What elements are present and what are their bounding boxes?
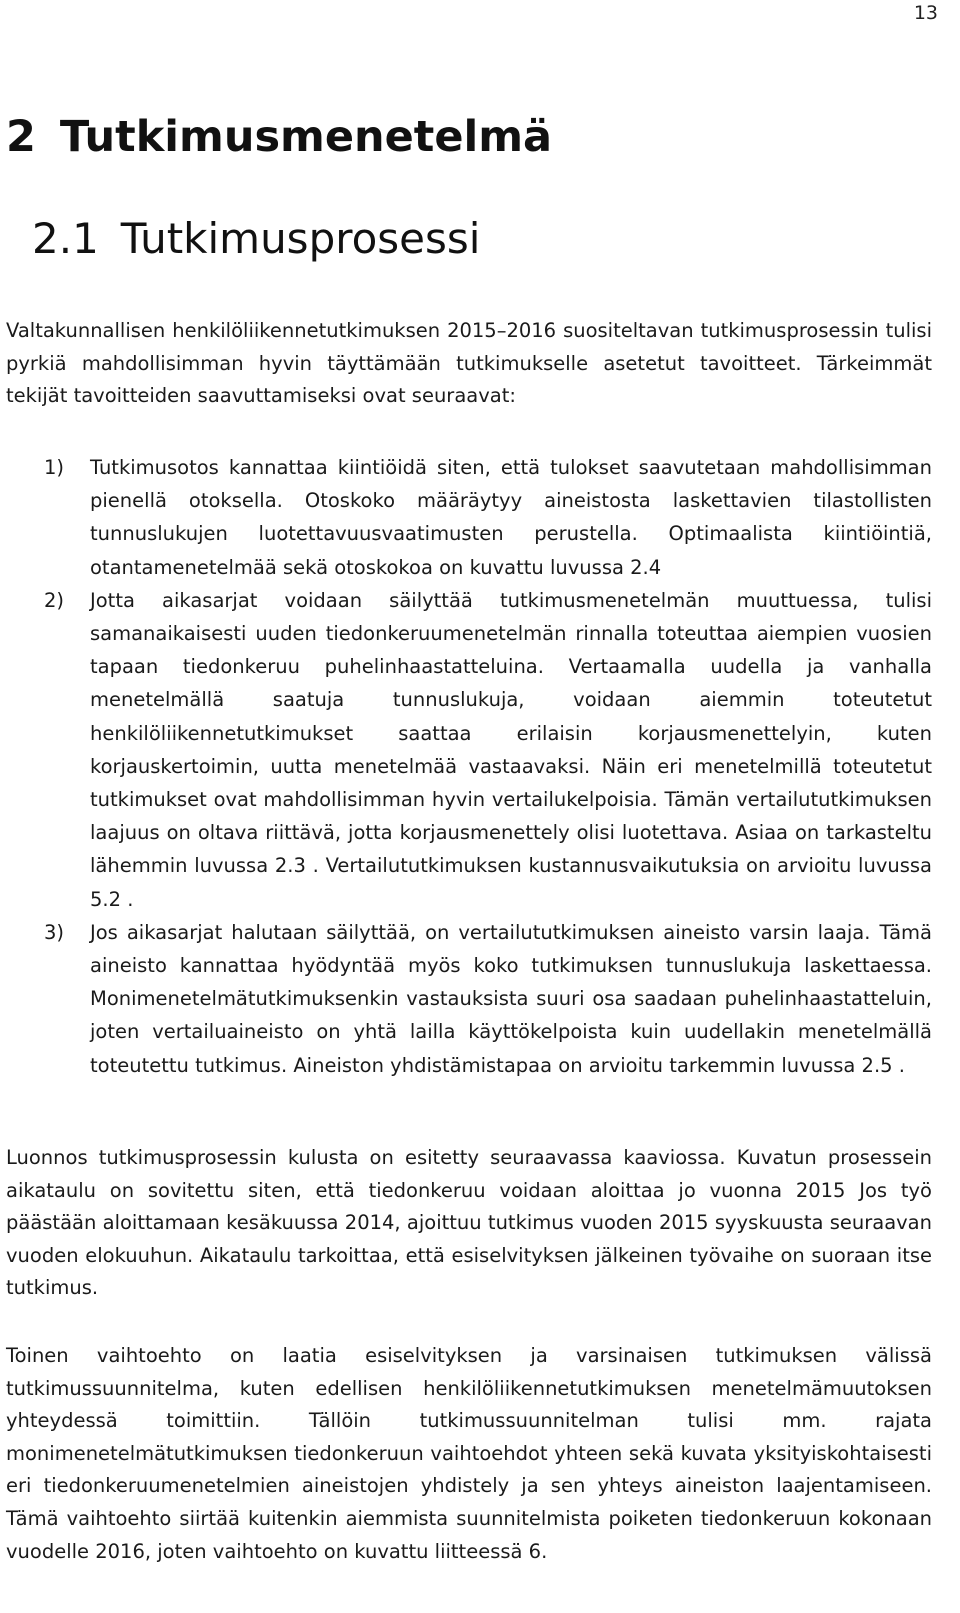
list-marker: 2): [44, 588, 65, 612]
list-marker: 1): [44, 456, 65, 479]
list-item-text: Tutkimusotos kannattaa kiintiöidä siten, että tulokset saavutetaan mahdollisimman pienellä otoksella. Otoskoko määräytyy aineistosta laskettavien tilastollisten tunnuslukujen luotettavuusvaatimusten perustella. Optimaalista kiintiöintiä, otantamenetelmää sekä otoskokoa on kuvattu luvussa 2.4: [90, 456, 932, 579]
list-marker: 3): [44, 920, 65, 944]
list-item: [40, 916, 932, 1082]
section-title: Tutkimusprosessi: [120, 214, 481, 263]
page-number: 13: [913, 2, 938, 24]
intro-paragraph: Valtakunnallisen henkilöliikennetutkimuksen 2015–2016 suositeltavan tutkimusprosessin tulisi pyrkiä mahdollisimman hyvin täyttämään tutkimukselle asetetut tavoitteet. Tärkeimmät tekijät tavoitteiden saavuttamiseksi ovat seuraavat:: [6, 319, 932, 408]
alternative-option-paragraph: Toinen vaihtoehto on laatia esiselvityksen ja varsinaisen tutkimuksen välissä tutkimussuunnitelma, kuten edellisen henkilöliikennetutkimuksen menetelmämuutoksen yhteydessä toimittiin. Tällöin tutkimussuunnitelman tulisi mm. rajata monimenetelmätutkimuksen tiedonkeruun vaihtoehdot yhteen sekä kuvata yksityiskohtaisesti eri tiedonkeruumenetelmien aineistojen yhdistely ja sen yhteys aineiston laajentamiseen. Tämä vaihtoehto siirtää kuitenkin aiemmista suunnitelmista poiketen tiedonkeruun kokonaan vuodelle 2016, joten vaihtoehto on kuvattu liitteessä 6.: [6, 1344, 932, 1563]
list-item: [40, 451, 932, 584]
chapter-number: 2: [6, 112, 36, 162]
objectives-list: [40, 451, 932, 1082]
section-number: 2.1: [32, 214, 99, 263]
list-item: [40, 584, 932, 916]
list-item-text: Jotta aikasarjat voidaan säilyttää tutkimusmenetelmän muuttuessa, tulisi samanaikaisesti uuden tiedonkeruumenetelmän rinnalla toteuttaa aiempien vuosien tapaan tiedonkeruu puhelinhaastatteluina. Vertaamalla uudella ja vanhalla menetelmällä saatuja tunnuslukuja, voidaan aiemmin toteutetut henkilöliikennetutkimukset saattaa erilaisin korjausmenettelyin, kuten korjauskertoimin, uutta menetelmää vastaavaksi. Näin eri menetelmillä toteutetut tutkimukset ovat mahdollisimman hyvin vertailukelpoisia. Tämän vertailututkimuksen laajuus on oltava riittävä, jotta korjausmenettely olisi luotettava. Asiaa on tarkasteltu lähemmin luvussa 2.3 . Vertailututkimuksen kustannusvaikutuksia on arvioitu luvussa 5.2 .: [90, 588, 932, 911]
chapter-heading: [6, 112, 552, 162]
process-description-paragraph: Luonnos tutkimusprosessin kulusta on esitetty seuraavassa kaaviossa. Kuvatun prosessein aikataulu on sovitettu siten, että tiedonkeruu voidaan aloittaa jo vuonna 2015 Jos työ päästään aloittamaan kesäkuussa 2014, ajoittuu tutkimus vuoden 2015 syyskuusta seuraavan vuoden elokuuhun. Aikataulu tarkoittaa, että esiselvityksen jälkeinen työvaihe on suoraan itse tutkimus.: [6, 1146, 932, 1300]
chapter-title: Tutkimusmenetelmä: [59, 112, 553, 162]
list-item-text: Jos aikasarjat halutaan säilyttää, on vertailututkimuksen aineisto varsin laaja. Tämä aineisto kannattaa hyödyntää myös koko tutkimuksen tunnuslukuja laskettaessa. Monimenetelmätutkimuksenkin vastauksista suuri osa saadaan puhelinhaastatteluin, joten vertailuaineisto on yhtä lailla käyttökelpoista kuin uudellakin menetelmällä toteutettu tutkimus. Aineiston yhdistämistapaa on arvioitu tarkemmin luvussa 2.5 .: [90, 920, 932, 1077]
section-heading: [32, 214, 480, 263]
